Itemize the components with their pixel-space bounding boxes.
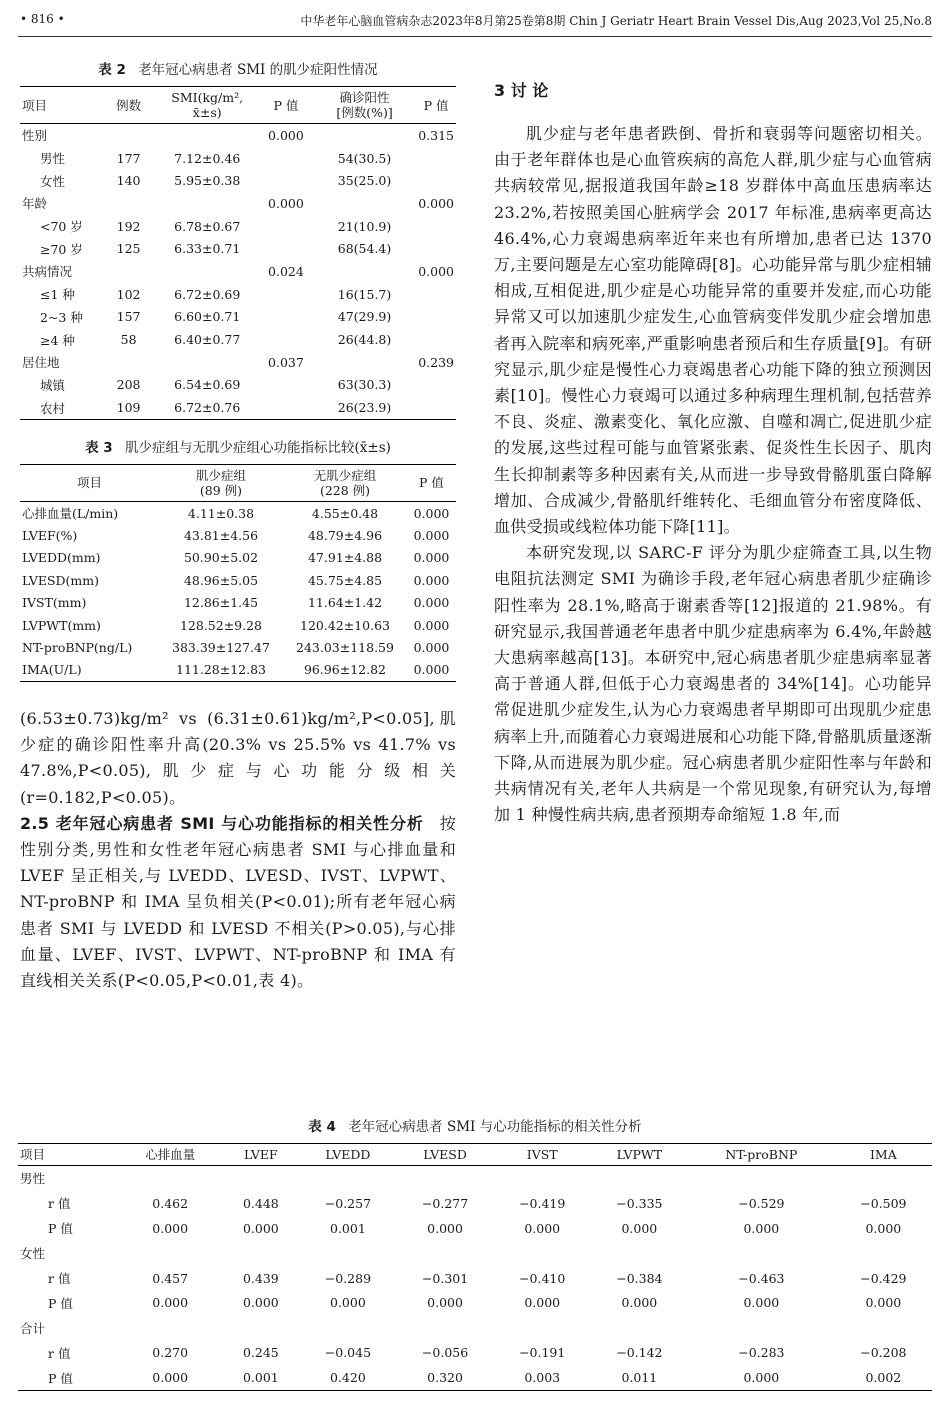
cell-value (396, 1315, 493, 1340)
table4-block (18, 1115, 932, 1391)
cell-value: 0.000 (743, 1220, 780, 1236)
cell-p-value: 0.000 (413, 505, 450, 521)
cell-p-value: 0.000 (413, 617, 450, 633)
page-number: • 816 • (20, 12, 65, 26)
cell-value (299, 1166, 396, 1191)
cell-positive: 54(30.5) (337, 150, 392, 166)
cell-count: 208 (116, 377, 141, 393)
cell-sarcopenia: 111.28±12.83 (176, 662, 266, 678)
table2-header: SMI(kg/m², x̄±s) (155, 87, 259, 124)
cell-value: 0.000 (152, 1295, 189, 1311)
cell-p-value: 0.239 (418, 354, 454, 370)
cell-no-sarcopenia: 48.79±4.96 (307, 528, 383, 544)
cell-value: 0.002 (865, 1370, 902, 1386)
cell-smi: 5.95±0.38 (174, 173, 241, 189)
cell-value: 0.000 (743, 1370, 780, 1386)
cell-value (591, 1315, 688, 1340)
cell-smi (155, 260, 259, 283)
table4-header: IMA (835, 1144, 932, 1166)
cell-count: 125 (116, 241, 141, 257)
table2-header: 确诊阳性 [例数(%)] (313, 87, 416, 124)
cell-count (102, 192, 156, 215)
table-row (18, 1266, 932, 1291)
table-row (20, 124, 456, 147)
cell-sarcopenia: 383.39±127.47 (172, 639, 270, 655)
cell-value: 0.000 (743, 1295, 780, 1311)
cell-value: 0.000 (152, 1220, 189, 1236)
cell-value (591, 1166, 688, 1191)
table4-label: 表 4 (308, 1119, 336, 1135)
table4-header: LVPWT (591, 1144, 688, 1166)
row-label: 居住地 (22, 355, 60, 371)
cell-sarcopenia: 48.96±5.05 (183, 572, 259, 588)
table-row (20, 659, 456, 682)
cell-value: 0.000 (524, 1295, 561, 1311)
cell-p-value: 0.000 (413, 662, 450, 678)
cell-value: 0.457 (152, 1270, 189, 1286)
cell-value: −0.335 (616, 1195, 663, 1211)
table-row (20, 169, 456, 192)
cell-sarcopenia: 50.90±5.02 (183, 550, 259, 566)
cell-p-value: 0.000 (418, 263, 454, 279)
cell-value: −0.045 (324, 1345, 372, 1361)
cell-p-value: 0.000 (413, 639, 450, 655)
cell-value (494, 1241, 591, 1266)
row-label: 心排血量(L/min) (22, 506, 119, 522)
table-row (18, 1191, 932, 1216)
row-label: LVEF(%) (22, 528, 78, 544)
cell-value (688, 1166, 835, 1191)
table4-header: LVEDD (299, 1144, 396, 1166)
row-label: NT-proBNP(ng/L) (22, 639, 133, 655)
cell-p-value: 0.000 (413, 528, 450, 544)
table3-header: P 值 (407, 464, 456, 501)
cell-p-value: 0.000 (268, 127, 304, 143)
row-label: 男性 (40, 151, 66, 167)
cell-value: −0.463 (738, 1270, 785, 1286)
cell-positive: 26(23.9) (337, 400, 392, 416)
cell-p-value (259, 328, 313, 351)
row-label: 共病情况 (22, 264, 73, 280)
cell-p-value (416, 215, 456, 238)
table-row (18, 1340, 932, 1365)
row-label: 城镇 (40, 377, 66, 393)
row-label: 年龄 (22, 196, 48, 212)
table-row (18, 1166, 932, 1191)
cell-count: 140 (116, 173, 141, 189)
cell-value (222, 1315, 299, 1340)
table-row (20, 328, 456, 351)
cell-count (102, 351, 156, 374)
table4-header: 项目 (18, 1144, 118, 1166)
cell-value: −0.429 (860, 1270, 907, 1286)
table-row (20, 547, 456, 569)
cell-p-value (259, 215, 313, 238)
row-label: IMA(U/L) (22, 662, 82, 678)
cell-value: 0.000 (865, 1220, 902, 1236)
cell-value (396, 1241, 493, 1266)
cell-positive (313, 260, 416, 283)
cell-p-value (416, 147, 456, 170)
cell-value: −0.410 (519, 1270, 566, 1286)
table4-title: 老年冠心病患者 SMI 与心功能指标的相关性分析 (348, 1119, 642, 1135)
cell-positive: 26(44.8) (337, 332, 392, 348)
cell-sarcopenia: 128.52±9.28 (179, 617, 263, 633)
table-row (20, 501, 456, 524)
table-row (20, 569, 456, 591)
cell-count: 177 (116, 150, 141, 166)
cell-no-sarcopenia: 47.91±4.88 (307, 550, 383, 566)
cell-no-sarcopenia: 45.75±4.85 (307, 572, 383, 588)
cell-no-sarcopenia: 243.03±118.59 (296, 639, 394, 655)
row-label: r 值 (48, 1345, 71, 1361)
cell-smi: 6.54±0.69 (174, 377, 241, 393)
cell-p-value (416, 374, 456, 397)
cell-p-value (259, 169, 313, 192)
cell-value (222, 1241, 299, 1266)
row-label: 合计 (20, 1320, 46, 1336)
cell-value (591, 1241, 688, 1266)
cell-value (688, 1241, 835, 1266)
cell-value (222, 1166, 299, 1191)
cell-p-value: 0.315 (418, 127, 454, 143)
table-row (20, 351, 456, 374)
table2-label: 表 2 (98, 62, 126, 78)
row-label: ≥70 岁 (40, 241, 83, 257)
cell-value: −0.257 (324, 1195, 372, 1211)
cell-value: 0.000 (621, 1295, 658, 1311)
table2-header: P 值 (259, 87, 313, 124)
table3-header: 项目 (20, 464, 159, 501)
table4-caption (18, 1115, 932, 1135)
cell-p-value (416, 328, 456, 351)
cell-positive (313, 192, 416, 215)
cell-value (118, 1241, 222, 1266)
row-label: 2~3 种 (40, 309, 83, 325)
cell-value: 0.011 (621, 1370, 658, 1386)
cell-sarcopenia: 43.81±4.56 (183, 528, 259, 544)
row-label: 女性 (40, 173, 66, 189)
cell-value: 0.000 (427, 1220, 463, 1236)
cell-positive: 21(10.9) (337, 218, 392, 234)
cell-smi: 6.33±0.71 (174, 241, 241, 257)
row-label: P 值 (48, 1295, 73, 1311)
table4 (18, 1143, 932, 1391)
cell-value: −0.301 (421, 1270, 469, 1286)
cell-value: 0.001 (330, 1220, 366, 1236)
cell-p-value (259, 396, 313, 419)
table4-header: LVESD (396, 1144, 493, 1166)
table4-header: LVEF (222, 1144, 299, 1166)
table3 (20, 464, 456, 682)
cell-value: 0.000 (865, 1295, 902, 1311)
cell-value: 0.000 (427, 1295, 463, 1311)
cell-value (835, 1241, 932, 1266)
table3-label: 表 3 (85, 439, 113, 456)
table2-header: 例数 (102, 87, 156, 124)
row-label: P 值 (48, 1221, 73, 1237)
cell-smi (155, 124, 259, 147)
table2-title: 老年冠心病患者 SMI 的肌少症阳性情况 (138, 62, 378, 78)
row-label: IVST(mm) (22, 595, 87, 611)
cell-positive: 16(15.7) (337, 286, 392, 302)
cell-p-value (416, 169, 456, 192)
cell-smi: 6.40±0.77 (174, 332, 241, 348)
right-column (494, 78, 932, 828)
cell-no-sarcopenia: 4.55±0.48 (311, 505, 379, 521)
table2 (20, 86, 456, 420)
cell-value: −0.142 (616, 1345, 663, 1361)
section-2-5 (20, 811, 456, 994)
cell-value: −0.509 (860, 1195, 907, 1211)
row-label: ≤1 种 (40, 287, 75, 303)
cell-value: −0.384 (616, 1270, 663, 1286)
cell-value: 0.462 (152, 1195, 189, 1211)
cell-count: 102 (116, 286, 141, 302)
cell-smi: 6.72±0.76 (174, 400, 241, 416)
table4-header: 心排血量 (118, 1144, 222, 1166)
cell-p-value (416, 237, 456, 260)
cell-smi: 6.60±0.71 (174, 309, 241, 325)
cell-p-value (416, 396, 456, 419)
cell-value (396, 1166, 493, 1191)
table-row (20, 636, 456, 658)
row-label: ≥4 种 (40, 332, 75, 348)
discussion-paragraph-1: 肌少症与老年患者跌倒、骨折和衰弱等问题密切相关。由于老年群体也是心血管疾病的高危人群,肌少症与心血管病共病较常见,据报道我国年龄≥18 岁群体中高血压患病率达 23.2%,若按照美国心脏病学会 2017 年标准,患病率更高达 46.4%,心力衰竭患病率近年来也有所增加,患者已达 1370 万,主要问题是左心室功能障碍[8]。心功能异常与肌少症相辅相成,互相促进,肌少症是心功能异常的重要并发症,而心功能异常又可以加速肌少症发生,心血管病变伴发肌少症会增加患者再入院率和病死率,严重影响患者预后和生存质量[9]。有研究显示,肌少症是慢性心力衰竭患者心功能下降的独立预测因素[10]。慢性心力衰竭可以通过多种病理生理机制,包括营养不良、炎症、激素变化、氧化应激、自噬和凋亡,促进肌少症的发展,这些过程可能与血管紧张素、促炎性生长因子、肌肉生长抑制素等多种因素有关,从而进一步导致骨骼肌蛋白降解增加、合成减少,骨骼肌纤维转化、毛细血管分布密度降低、血供受损或线粒体功能下降[11]。 (494, 124, 932, 537)
left-column (20, 58, 456, 994)
table-row (18, 1290, 932, 1315)
table-row (20, 524, 456, 546)
cell-value: 0.000 (524, 1220, 561, 1236)
table-row (18, 1241, 932, 1266)
cell-sarcopenia: 4.11±0.38 (187, 505, 255, 521)
table-row (20, 237, 456, 260)
table-row (18, 1315, 932, 1340)
table2-caption (20, 58, 456, 78)
section-2-5-body: 按性别分类,男性和女性老年冠心病患者 SMI 与心排血量和 LVEF 呈正相关,与 LVEDD、LVESD、IVST、LVPWT、NT-proBNP 和 IMA 呈负相关(P<0.01);所有老年冠心病患者 SMI 与 LVEDD 和 LVESD 不相关(P>0.05),与心排血量、LVEF、IVST、LVPWT、NT-proBNP 和 IMA 有直线相关关系(P<0.05,P<0.01,表 4)。 (20, 813, 457, 991)
cell-value: −0.283 (738, 1345, 785, 1361)
cell-count: 109 (116, 400, 141, 416)
cell-value: 0.001 (242, 1370, 279, 1386)
table4-header: NT-proBNP (688, 1144, 835, 1166)
table3-header: 无肌少症组 (228 例) (283, 464, 407, 501)
table-row (20, 260, 456, 283)
cell-value (835, 1315, 932, 1340)
cell-p-value (416, 306, 456, 329)
row-label: r 值 (48, 1196, 71, 1212)
row-label: LVEDD(mm) (22, 550, 101, 566)
cell-p-value: 0.000 (413, 572, 450, 588)
table-row (20, 592, 456, 614)
cell-no-sarcopenia: 120.42±10.63 (300, 617, 390, 633)
cell-value: 0.000 (152, 1370, 189, 1386)
cell-p-value: 0.000 (413, 595, 450, 611)
table2-header: P 值 (416, 87, 456, 124)
cell-p-value: 0.000 (418, 195, 454, 211)
row-label: <70 岁 (40, 219, 83, 235)
cell-smi: 6.72±0.69 (174, 286, 241, 302)
row-label: LVPWT(mm) (22, 617, 101, 633)
cell-p-value: 0.024 (268, 263, 304, 279)
table3-caption (20, 436, 456, 456)
cell-value: −0.277 (421, 1195, 469, 1211)
cell-count (102, 260, 156, 283)
header-rule (18, 36, 932, 37)
cell-positive (313, 124, 416, 147)
cell-count (102, 124, 156, 147)
cell-no-sarcopenia: 11.64±1.42 (307, 595, 383, 611)
cell-positive: 47(29.9) (337, 309, 392, 325)
table4-header: IVST (494, 1144, 591, 1166)
row-label: r 值 (48, 1271, 71, 1286)
table3-header: 肌少症组 (89 例) (159, 464, 283, 501)
table-row (20, 283, 456, 306)
cell-value (118, 1166, 222, 1191)
cell-value: 0.420 (330, 1370, 366, 1386)
cell-smi: 6.78±0.67 (174, 218, 241, 234)
discussion-paragraph-2: 本研究发现,以 SARC-F 评分为肌少症筛查工具,以生物电阻抗法测定 SMI 为确诊手段,老年冠心病患者肌少症确诊阳性率为 28.1%,略高于谢素香等[12]报道的 21.98%。有研究显示,我国普通老年患者中肌少症患病率为 6.4%,年龄越大患病率越高[13]。本研究中,冠心病患者肌少症患病率显著高于普通人群,但低于心力衰竭患者的 34%[14]。心功能异常促进肌少症发生,认为心力衰竭患者早期即可出现肌少症患病率上升,而随着心力衰竭进展和心功能下降,骨骼肌质量逐渐下降,从而进展为肌少症。冠心病患者肌少症阳性率与年龄和共病情况有关,老年人共病是一个常见现象,有研究认为,每增加 1 种慢性病共病,患者预期寿命缩短 1.8 年,而 (494, 543, 932, 825)
row-label: 农村 (40, 400, 66, 416)
row-label: 男性 (20, 1171, 46, 1187)
cell-positive: 35(25.0) (337, 173, 392, 189)
cell-p-value (259, 237, 313, 260)
cell-p-value: 0.000 (413, 550, 450, 566)
row-label: LVESD(mm) (22, 572, 100, 588)
cell-value: −0.208 (860, 1345, 907, 1361)
cell-sarcopenia: 12.86±1.45 (183, 595, 259, 611)
cell-value (299, 1241, 396, 1266)
table-row (20, 614, 456, 636)
cell-positive: 63(30.3) (337, 377, 392, 393)
cell-p-value (259, 283, 313, 306)
cell-smi (155, 192, 259, 215)
row-label: 性别 (22, 128, 48, 144)
cell-p-value: 0.037 (268, 354, 304, 370)
table-row (20, 192, 456, 215)
cell-value: 0.245 (242, 1345, 279, 1361)
cell-positive: 68(54.4) (337, 241, 392, 257)
cell-p-value: 0.000 (268, 195, 304, 211)
cell-value: −0.191 (519, 1345, 566, 1361)
table-row (20, 147, 456, 170)
cell-no-sarcopenia: 96.96±12.82 (303, 662, 387, 678)
cell-count: 58 (120, 332, 137, 348)
cell-value: 0.270 (152, 1345, 189, 1361)
cell-value (688, 1315, 835, 1340)
cell-value: −0.056 (421, 1345, 469, 1361)
cell-value: 0.320 (427, 1370, 463, 1386)
cell-value: 0.448 (242, 1195, 279, 1211)
table-row (18, 1365, 932, 1390)
table-row (20, 374, 456, 397)
cell-p-value (259, 374, 313, 397)
section-2-5-title: 2.5 老年冠心病患者 SMI 与心功能指标的相关性分析 (20, 813, 424, 833)
table3-title: 肌少症组与无肌少症组心功能指标比较(x̄±s) (125, 439, 391, 456)
cell-value: 0.439 (242, 1270, 279, 1286)
row-label: P 值 (48, 1370, 73, 1386)
row-label: 女性 (20, 1246, 46, 1262)
cell-p-value (259, 306, 313, 329)
cell-count: 192 (116, 218, 141, 234)
cell-count: 157 (116, 309, 141, 325)
cell-value (835, 1166, 932, 1191)
cell-value (299, 1315, 396, 1340)
table-row (20, 306, 456, 329)
cell-positive (313, 351, 416, 374)
cell-value: −0.419 (519, 1195, 566, 1211)
table2-header: 项目 (20, 87, 102, 124)
cell-value: 0.000 (242, 1295, 279, 1311)
section-3-title: 3 讨 论 (494, 81, 549, 100)
cell-value: 0.000 (621, 1220, 658, 1236)
table-row (20, 215, 456, 238)
journal-citation: 中华老年心脑血管病杂志2023年8月第25卷第8期 Chin J Geriatr Heart Brain Vessel Dis,Aug 2023,Vol 25,No.8 (300, 14, 932, 28)
cell-value: 0.003 (524, 1370, 561, 1386)
cell-smi: 7.12±0.46 (174, 150, 241, 166)
cell-value: −0.289 (324, 1270, 372, 1286)
cell-smi (155, 351, 259, 374)
cell-value (118, 1315, 222, 1340)
cell-value: −0.529 (738, 1195, 785, 1211)
table-row (20, 396, 456, 419)
left-paragraph-1: (6.53±0.73)kg/m² vs (6.31±0.61)kg/m²,P<0.05],肌少症的确诊阳性率升高(20.3% vs 25.5% vs 41.7% vs 47.8%,P<0.05),肌少症与心功能分级相关(r=0.182,P<0.05)。 (20, 709, 456, 807)
cell-value (494, 1166, 591, 1191)
cell-p-value (416, 283, 456, 306)
cell-value: 0.000 (330, 1295, 366, 1311)
cell-p-value (259, 147, 313, 170)
table-row (18, 1216, 932, 1241)
cell-value: 0.000 (242, 1220, 279, 1236)
cell-value (494, 1315, 591, 1340)
